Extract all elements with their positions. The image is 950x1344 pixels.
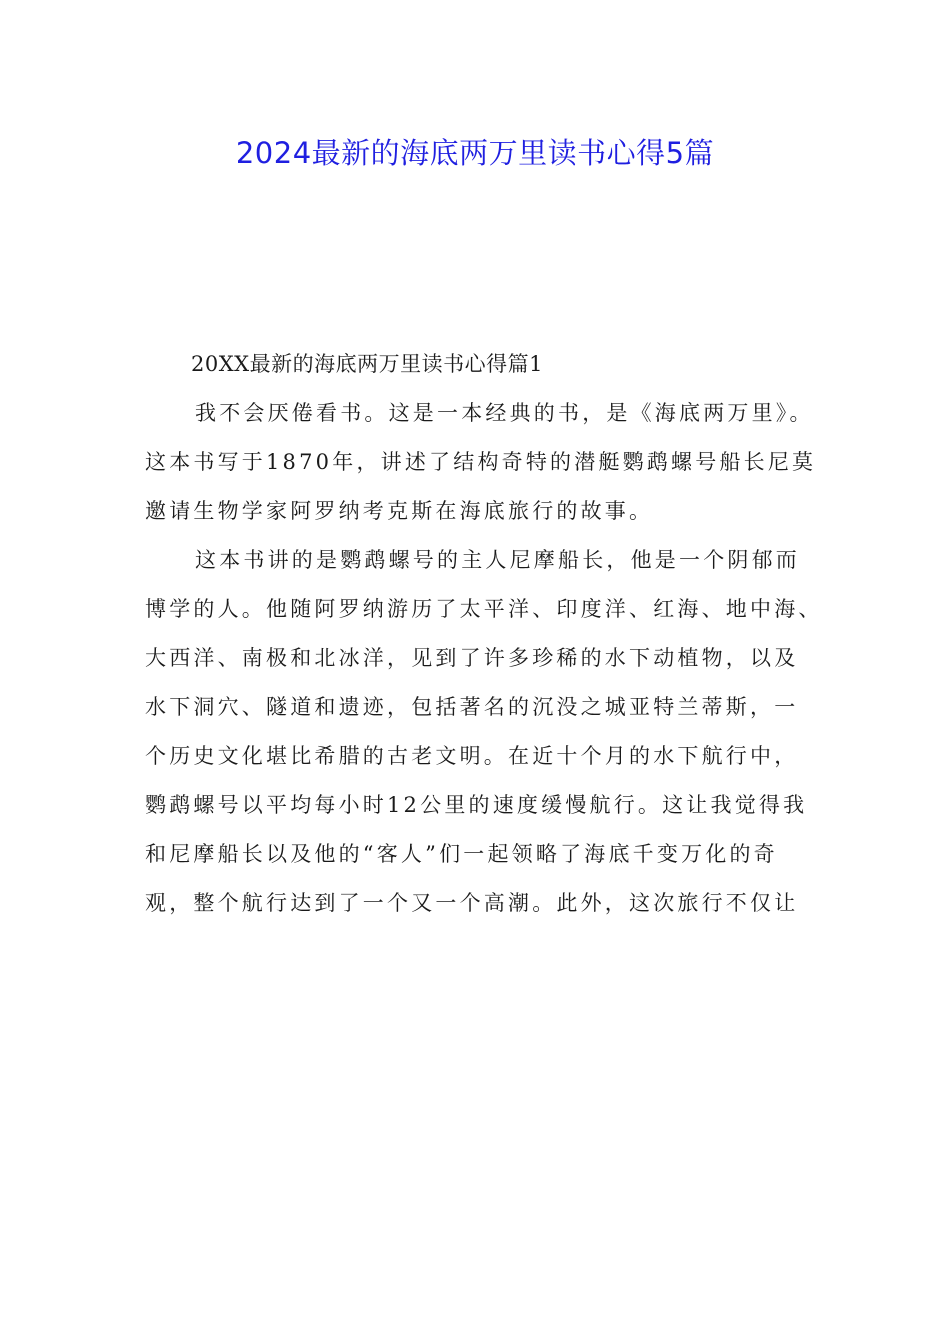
paragraph-line: 大西洋、南极和北冰洋，见到了许多珍稀的水下动植物，以及: [145, 646, 799, 670]
document-title: 2024最新的海底两万里读书心得5篇: [235, 136, 715, 170]
document-body: [145, 340, 823, 928]
paragraph-line: 这本书讲的是鹦鹉螺号的主人尼摩船长，他是一个阴郁而: [195, 548, 800, 572]
paragraph-line: 博学的人。他随阿罗纳游历了太平洋、印度洋、红海、地中海、: [145, 597, 823, 621]
paragraph-line: 邀请生物学家阿罗纳考克斯在海底旅行的故事。: [145, 499, 654, 523]
paragraph-line: 和尼摩船长以及他的“客人”们一起领略了海底千变万化的奇: [145, 842, 778, 866]
paragraph-line: 水下洞穴、隧道和遗迹，包括著名的沉没之城亚特兰蒂斯，一: [145, 695, 799, 719]
paragraph-line: 这本书写于1870年，讲述了结构奇特的潜艇鹦鹉螺号船长尼莫: [145, 450, 817, 474]
paragraph-line: 个历史文化堪比希腊的古老文明。在近十个月的水下航行中，: [145, 744, 799, 768]
section-heading: 20XX最新的海底两万里读书心得篇1: [191, 352, 543, 376]
paragraph-line: 我不会厌倦看书。这是一本经典的书，是《海底两万里》。: [195, 401, 814, 425]
paragraph-line: 鹦鹉螺号以平均每小时12公里的速度缓慢航行。这让我觉得我: [145, 793, 808, 817]
paragraph-line: 观，整个航行达到了一个又一个高潮。此外，这次旅行不仅让: [145, 891, 799, 915]
